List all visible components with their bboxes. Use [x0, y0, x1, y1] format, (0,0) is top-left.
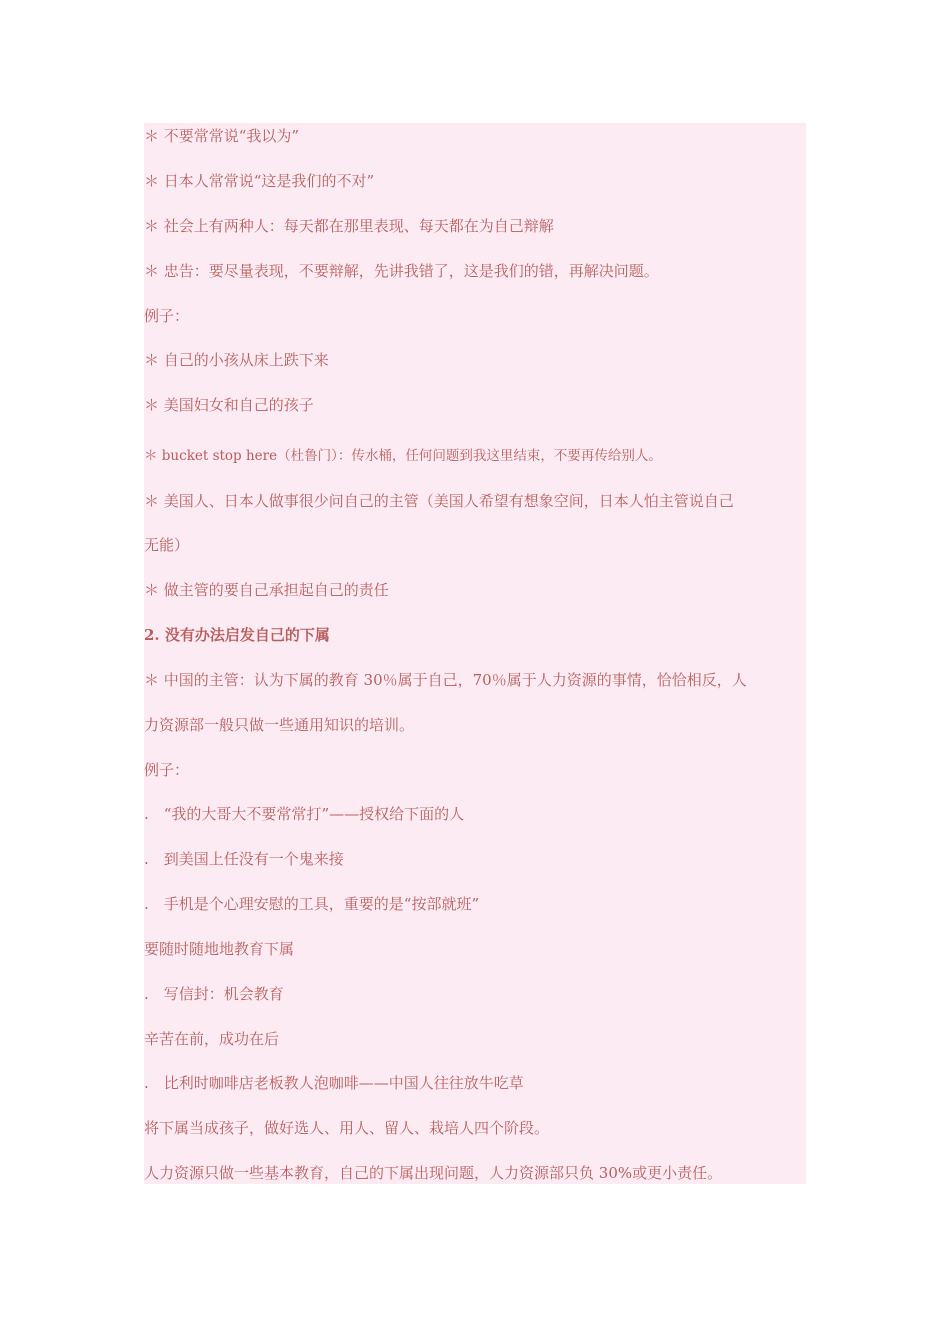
bullet-two-kinds-of-people: ＊ 社会上有两种人：每天都在那里表现、每天都在为自己辩解	[144, 217, 554, 235]
bullet-child-falls-from-bed: ＊ 自己的小孩从床上跌下来	[144, 351, 329, 369]
example-no-one-to-meet: . 到美国上任没有一个鬼来接	[144, 850, 344, 868]
example-belgian-coffee-shop: . 比利时咖啡店老板教人泡咖啡——中国人往往放牛吃草	[144, 1074, 524, 1092]
bullet-american-woman-child: ＊ 美国妇女和自己的孩子	[144, 396, 314, 414]
bullet-rarely-ask-supervisor-continued: 无能）	[144, 536, 190, 554]
bullet-supervisor-responsibility: ＊ 做主管的要自己承担起自己的责任	[144, 581, 389, 599]
examples-label-1: 例子：	[144, 307, 190, 325]
bullet-bucket-stop-here: ＊ bucket stop here（杜鲁门）：传水桶，任何问题到我这里结束，不要再传给别人。	[144, 448, 662, 464]
text-content-block	[144, 123, 806, 1184]
bullet-japanese-say-our-fault: ＊ 日本人常常说“这是我们的不对”	[144, 172, 375, 190]
bullet-chinese-supervisor-continued: 力资源部一般只做一些通用知识的培训。	[144, 716, 415, 734]
bullet-rarely-ask-supervisor: ＊ 美国人、日本人做事很少问自己的主管（美国人希望有想象空间，日本人怕主管说自己	[144, 492, 734, 510]
text-educate-anytime: 要随时随地地教育下属	[144, 940, 295, 958]
text-treat-subordinates-as-children: 将下属当成孩子，做好选人、用人、留人、栽培人四个阶段。	[144, 1119, 550, 1137]
example-writing-envelope: . 写信封：机会教育	[144, 985, 284, 1003]
text-hardship-first: 辛苦在前，成功在后	[144, 1030, 280, 1048]
section-heading-2: 2. 没有办法启发自己的下属	[144, 626, 330, 644]
examples-label-2: 例子：	[144, 761, 190, 779]
text-hr-basic-education: 人力资源只做一些基本教育，自己的下属出现问题，人力资源部只负 30%或更小责任。	[144, 1164, 723, 1182]
example-mobile-phone-delegation: . “我的大哥大不要常常打”——授权给下面的人	[144, 805, 465, 823]
example-phone-comfort-tool: . 手机是个心理安慰的工具，重要的是“按部就班”	[144, 895, 480, 913]
bullet-advice: ＊ 忠告：要尽量表现，不要辩解，先讲我错了，这是我们的错，再解决问题。	[144, 262, 659, 280]
bullet-chinese-supervisor: ＊ 中国的主管：认为下属的教育 30％属于自己，70％属于人力资源的事情，恰恰相反，人	[144, 671, 747, 689]
bullet-dont-say-i-thought: ＊ 不要常常说“我以为”	[144, 127, 300, 145]
